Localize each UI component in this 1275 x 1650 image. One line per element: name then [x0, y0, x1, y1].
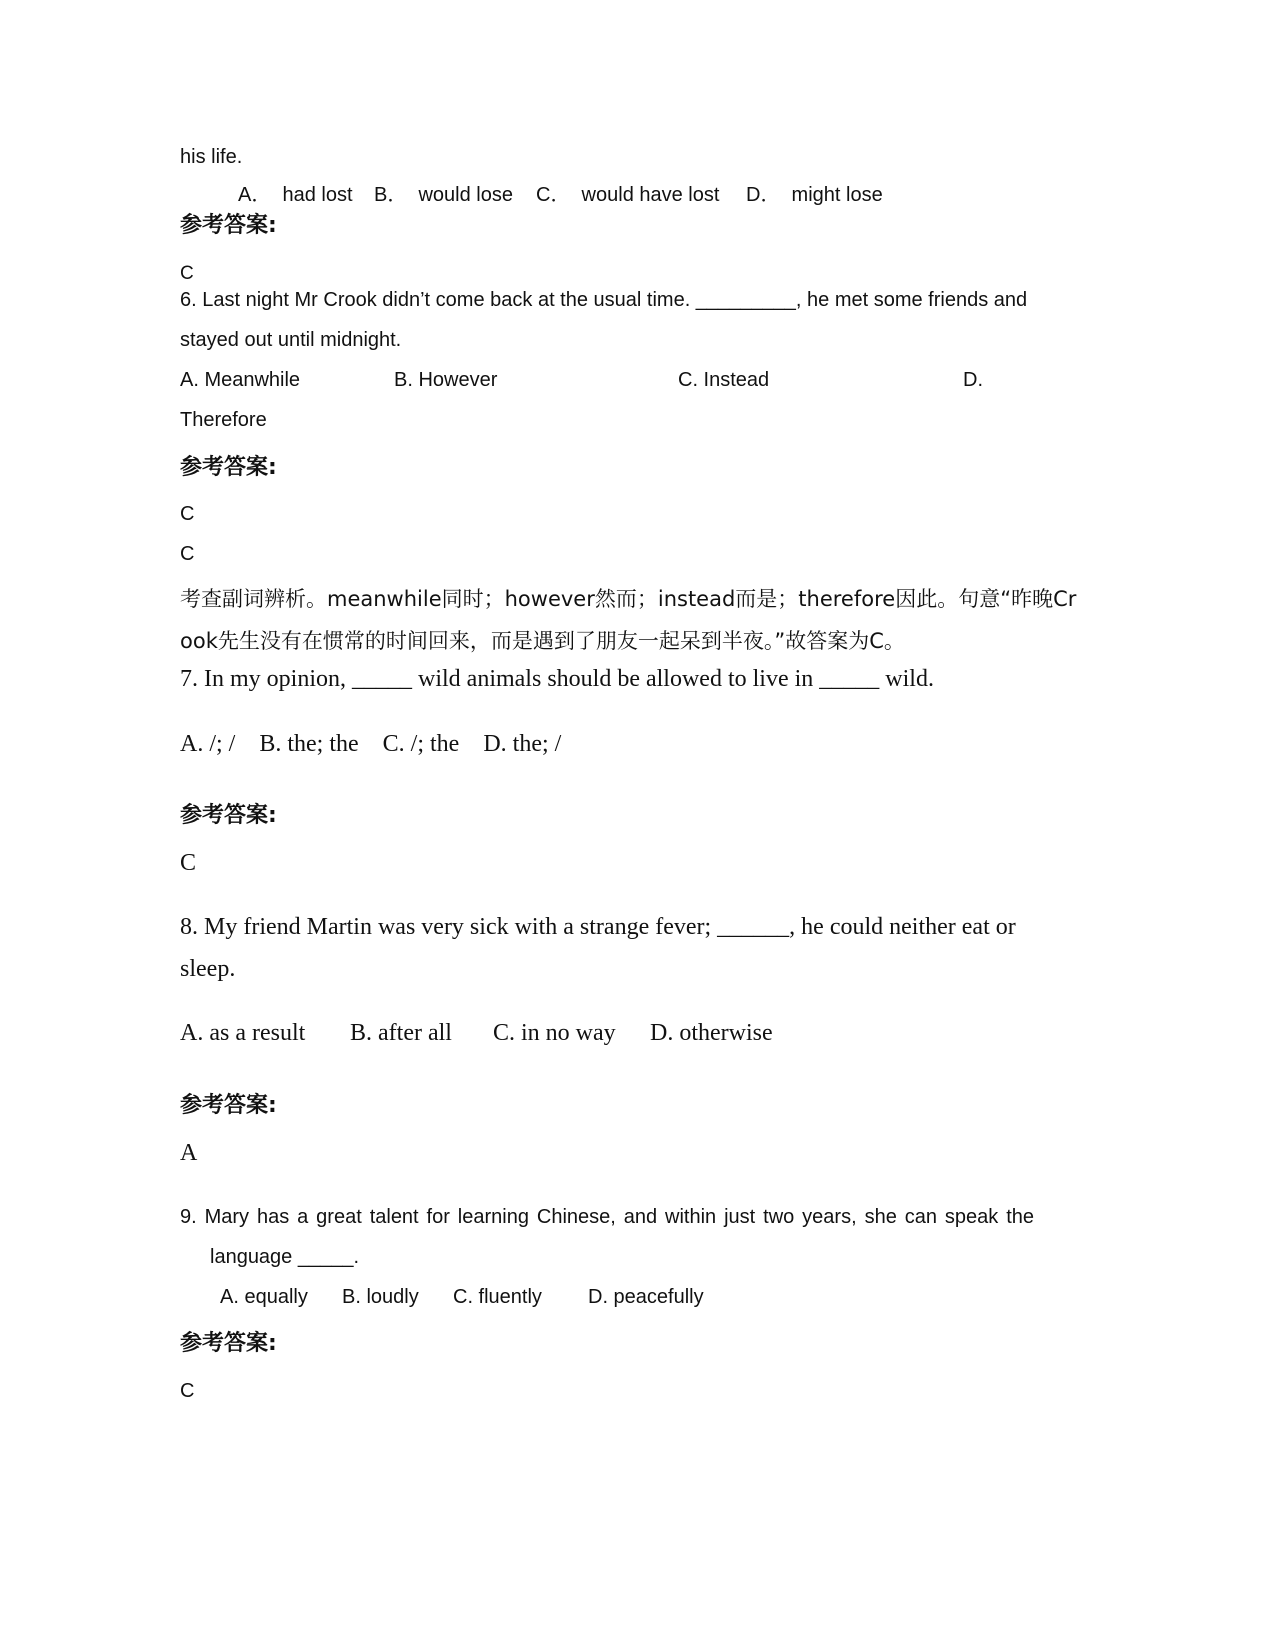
q8-option-a: A. as a result [180, 1020, 306, 1046]
q8-option-b: B. after all [350, 1020, 452, 1046]
q8-option-d: D. otherwise [650, 1020, 773, 1046]
q9-question-line2: language _____. [210, 1246, 360, 1268]
q6-option-b: B. However [394, 369, 498, 391]
q6-option-a: A. Meanwhile [180, 369, 301, 391]
q7-options: A. /; / B. the; the C. /; the D. the; / [180, 731, 562, 757]
q9-option-a: A. equally [220, 1286, 308, 1308]
q6-explanation-line2: ook先生没有在惯常的时间回来，而是遇到了朋友一起呆到半夜。”故答案为C。 [180, 629, 905, 653]
q6-question-line2: stayed out until midnight. [180, 329, 402, 351]
q9-option-d: D. peacefully [588, 1286, 704, 1308]
q5-option-c: C． would have lost [536, 184, 720, 206]
q6-option-d-label: D. [963, 369, 983, 391]
q8-question-line2: sleep. [180, 956, 236, 982]
q9-option-c: C. fluently [453, 1286, 542, 1308]
q9-option-b: B. loudly [342, 1286, 419, 1308]
q7-answer-heading: 参考答案: [180, 803, 277, 828]
q6-option-d-text: Therefore [180, 409, 267, 431]
q6-explanation-line1: 考查副词辨析。meanwhile同时；however然而；instead而是；therefore因此。句意“昨晚Cr [180, 587, 1077, 611]
q6-answer-repeat: C [180, 543, 195, 565]
q9-question-line1: 9. Mary has a great talent for learning Chinese, and within just two years, she can speak the [180, 1206, 1034, 1228]
q7-question: 7. In my opinion, _____ wild animals should be allowed to live in _____ wild. [180, 666, 934, 692]
q6-question-line1: 6. Last night Mr Crook didn’t come back at the usual time. _________, he met some friends and [180, 289, 1028, 311]
q5-option-a: A． had lost [238, 184, 353, 206]
q5-option-d: D． might lose [746, 184, 883, 206]
q8-question-line1: 8. My friend Martin was very sick with a strange fever; ______, he could neither eat or [180, 914, 1016, 940]
q6-answer: C [180, 503, 195, 525]
q5-answer-heading: 参考答案: [180, 213, 277, 238]
q7-answer: C [180, 850, 197, 876]
q8-answer: A [180, 1140, 198, 1166]
q6-answer-heading: 参考答案: [180, 455, 277, 480]
q5-continuation: his life. [180, 146, 243, 168]
q5-option-b: B． would lose [374, 184, 513, 206]
q5-answer: C [180, 263, 194, 284]
q9-answer: C [180, 1380, 195, 1402]
q8-answer-heading: 参考答案: [180, 1093, 277, 1118]
q8-option-c: C. in no way [493, 1020, 616, 1046]
q6-option-c: C. Instead [678, 369, 770, 391]
q9-answer-heading: 参考答案: [180, 1331, 277, 1356]
